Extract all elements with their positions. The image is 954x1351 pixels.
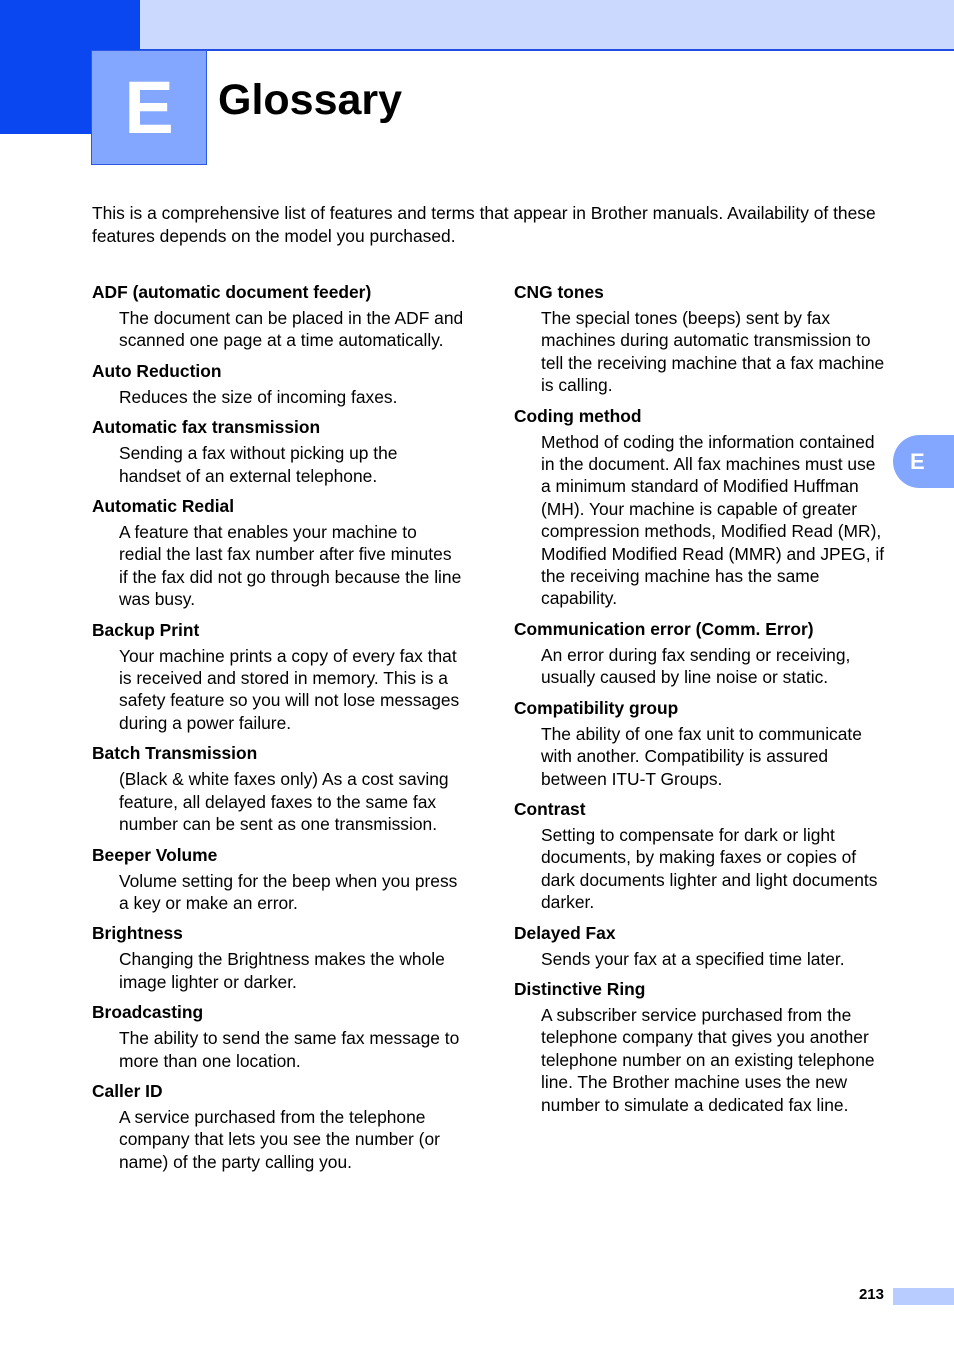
glossary-definition: Setting to compensate for dark or light documents, by making faxes or copies of dark documents lighter and light documents darker. [541, 824, 878, 913]
glossary-definition: A service purchased from the telephone company that lets you see the number (or name) of the party calling you. [119, 1106, 440, 1172]
glossary-definition: Changing the Brightness makes the whole image lighter or darker. [119, 949, 445, 992]
header-band [0, 0, 954, 51]
glossary-definition: The ability to send the same fax message to more than one location. [119, 1028, 460, 1071]
glossary-term: CNG tones [514, 282, 604, 302]
glossary-definition: An error during fax sending or receiving, usually caused by line noise or static. [541, 644, 851, 688]
glossary-term: Delayed Fax [514, 922, 616, 943]
glossary-definition: Reduces the size of incoming faxes. [119, 386, 398, 407]
glossary-term: Compatibility group [514, 697, 679, 718]
glossary-definition: Sending a fax without picking up the handset of an external telephone. [119, 443, 398, 486]
glossary-definition: The ability of one fax unit to communicate with another. Compatibility is assured between ITU-T Groups. [541, 723, 862, 789]
glossary-definition: Your machine prints a copy of every fax that is received and stored in memory. This is a safety feature so you will not lose messages during a power failure. [119, 645, 460, 733]
glossary-definition: Volume setting for the beep when you press a key or make an error. [119, 870, 458, 913]
glossary-definition: Sends your fax at a specified time later. [541, 948, 845, 969]
glossary-term: Brightness [92, 923, 183, 944]
glossary-term: Broadcasting [92, 1002, 204, 1023]
glossary-term: ADF (automatic document feeder) [92, 282, 372, 302]
glossary-definition: The special tones (beeps) sent by fax machines during automatic transmission to tell the receiving machine that a fax machine is calling. [541, 308, 885, 396]
glossary-term: Distinctive Ring [514, 978, 646, 999]
chapter-letter: E [91, 50, 207, 165]
glossary-term: Backup Print [92, 619, 200, 640]
glossary-term: Contrast [514, 798, 586, 819]
glossary-term: Caller ID [92, 1080, 163, 1101]
glossary-term: Automatic fax transmission [92, 417, 321, 438]
glossary-term: Coding method [514, 405, 642, 426]
glossary-term: Batch Transmission [92, 743, 258, 764]
page-title: Glossary [218, 76, 403, 124]
glossary-term: Communication error (Comm. Error) [514, 618, 814, 639]
intro-paragraph: This is a comprehensive list of features and terms that appear in Brother manuals. Availability of these features depends on the model you purchased. [92, 203, 876, 246]
glossary-definition: (Black & white faxes only) As a cost saving feature, all delayed faxes to the same fax number can be sent as one transmission. [119, 769, 449, 835]
glossary-definition: Method of coding the information contained in the document. All fax machines must use a minimum standard of Modified Huffman (MH). Your machine is capable of greater compression methods, Modified Read (MR), Modified Modified Read (MMR) and JPEG, if the receiving machine has the same capability. [541, 431, 885, 609]
glossary-definition: A subscriber service purchased from the telephone company that gives you another telephone number on an existing telephone line. The Brother machine uses the new number to simulate a dedicated fax line. [541, 1004, 875, 1115]
glossary-definition: The document can be placed in the ADF and scanned one page at a time automatically. [119, 308, 464, 351]
glossary-column-right [514, 281, 886, 1124]
page-number: 213 [858, 1286, 884, 1303]
glossary-term: Auto Reduction [92, 360, 222, 381]
chapter-side-tab: E [893, 435, 954, 488]
glossary-term: Beeper Volume [92, 844, 218, 865]
page-number-bar [893, 1288, 954, 1305]
glossary-column-left [92, 281, 464, 1181]
glossary-term: Automatic Redial [92, 496, 235, 517]
glossary-definition: A feature that enables your machine to redial the last fax number after five minutes if the fax did not go through because the line was busy. [119, 522, 462, 610]
